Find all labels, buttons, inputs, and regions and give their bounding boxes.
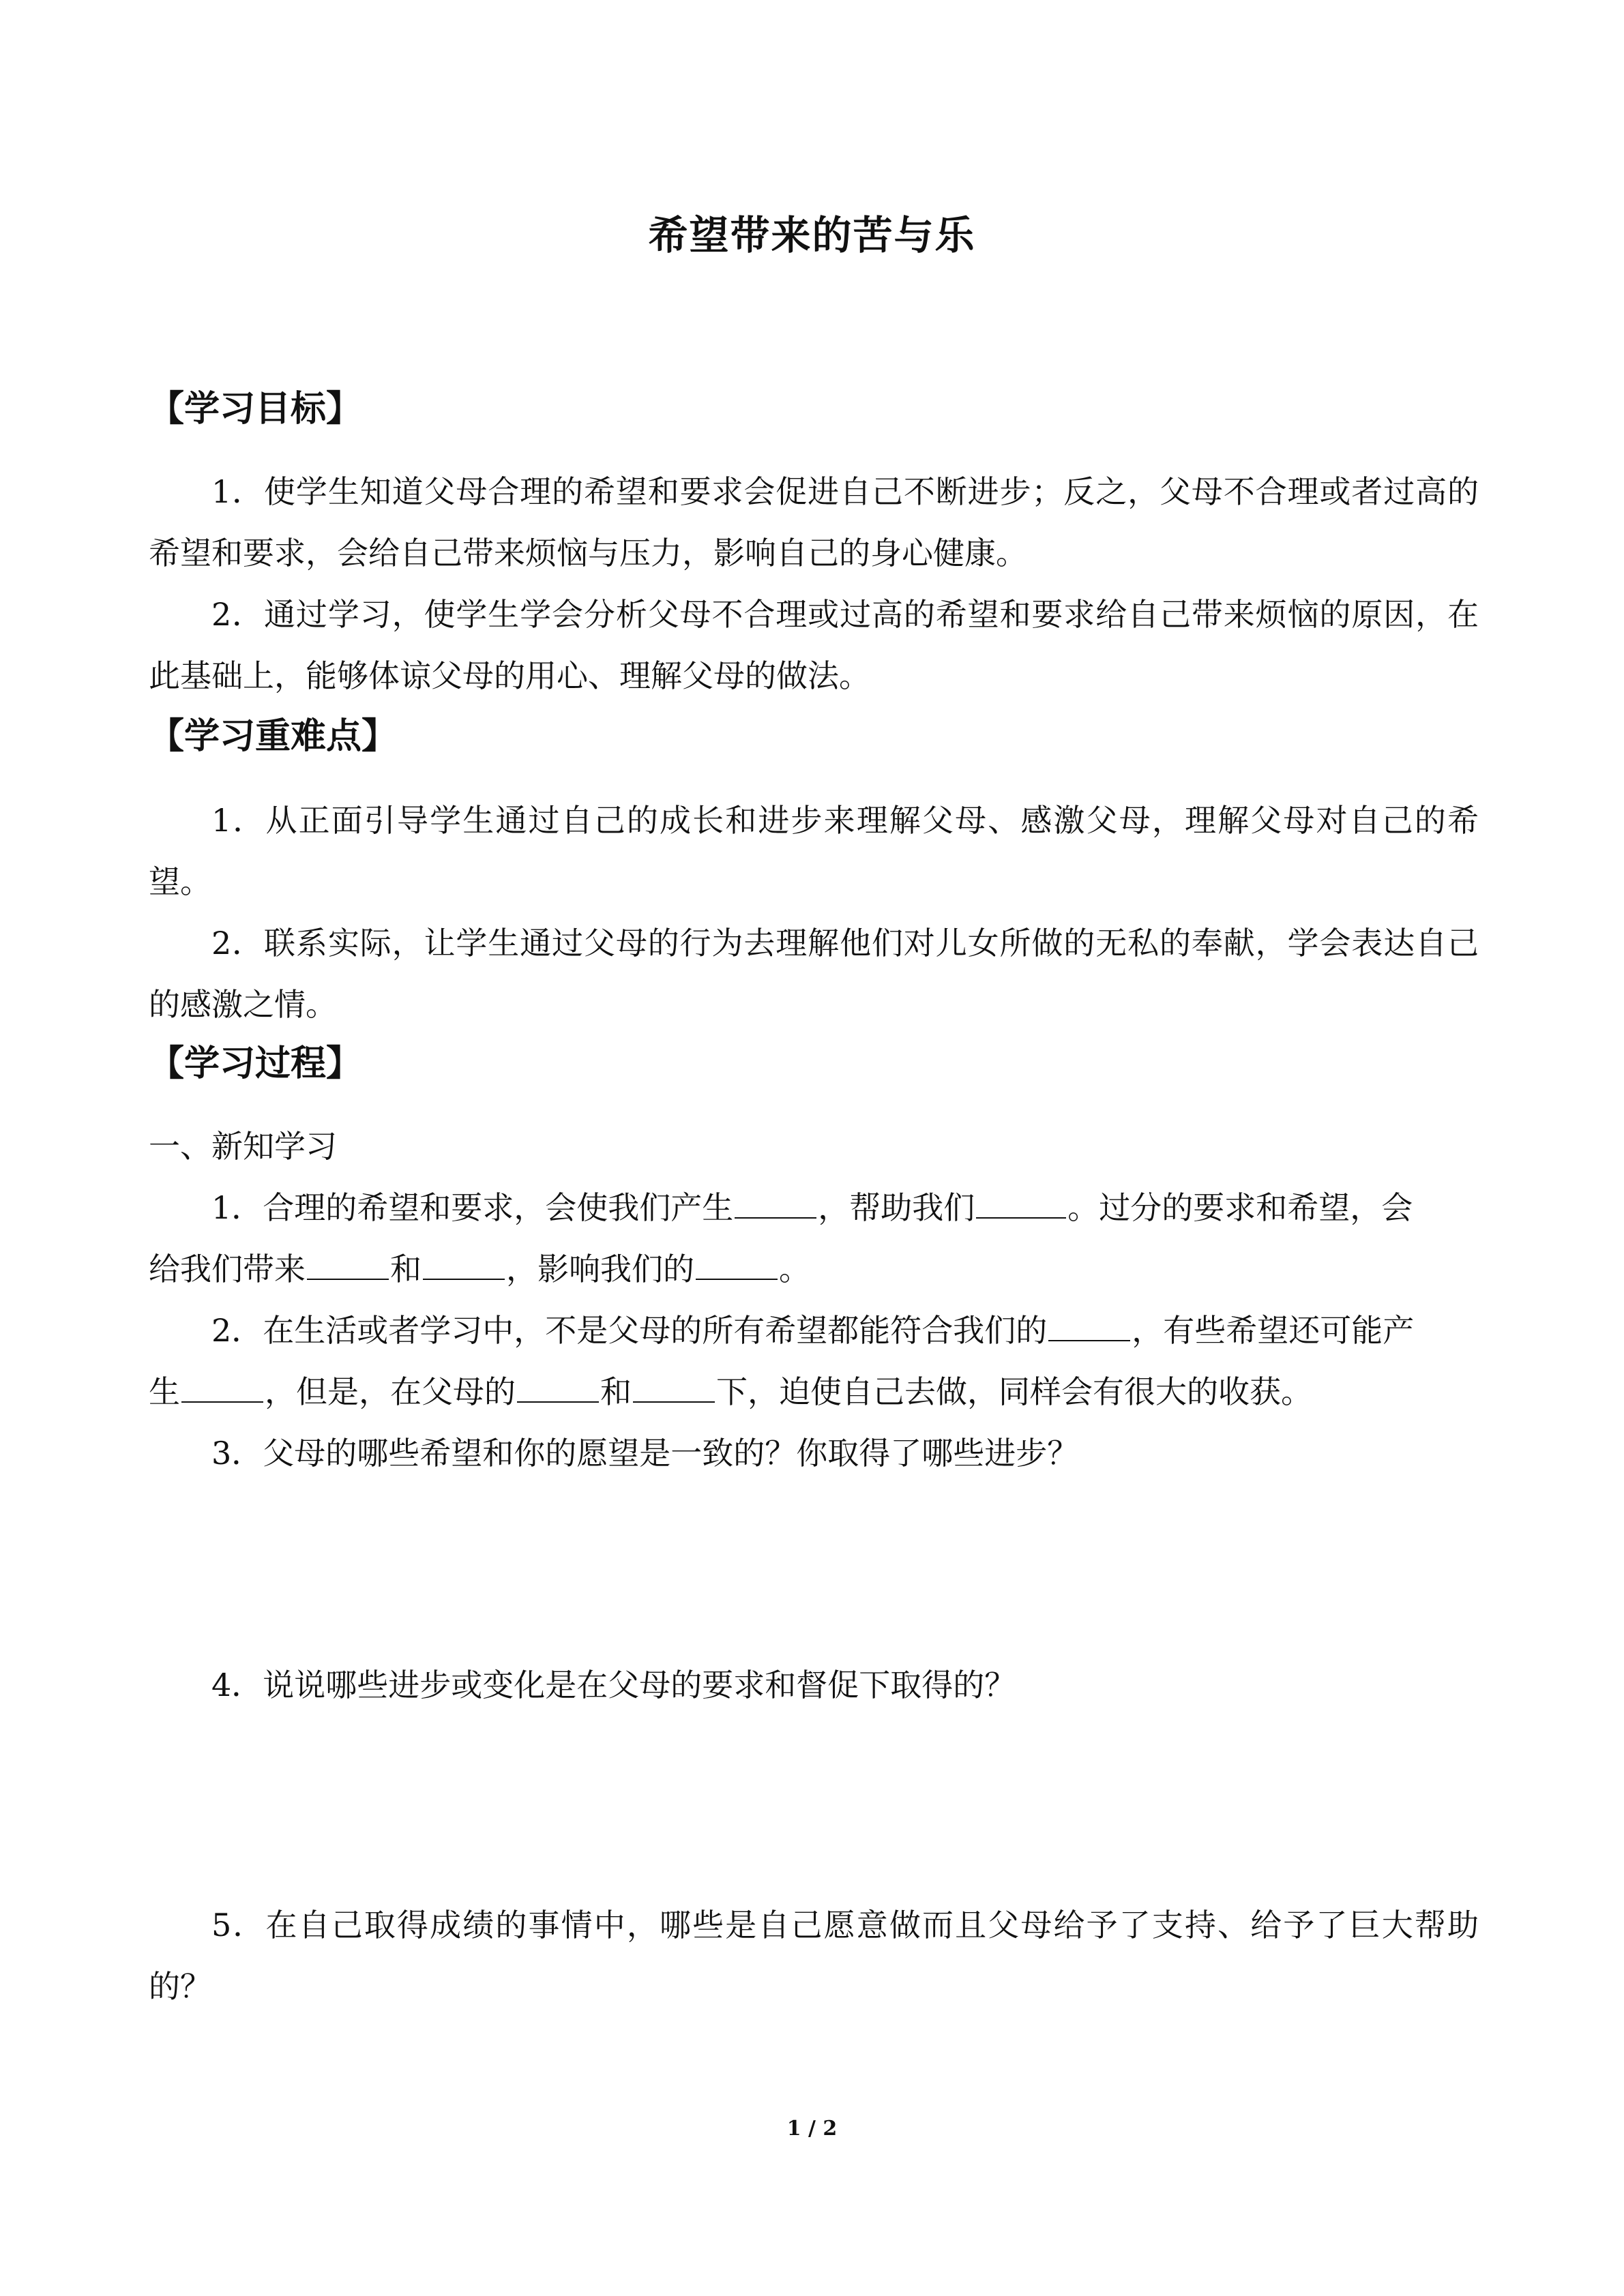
subheading-new-knowledge: 一、新知学习 <box>149 1128 337 1165</box>
question-5: 5．在自己取得成绩的事情中，哪些是自己愿意做而且父母给予了支持、给予了巨大帮助的？ <box>149 1907 1479 2005</box>
fill-blank[interactable] <box>696 1247 778 1280</box>
fill-blank[interactable] <box>307 1247 389 1280</box>
goal-item-1: 1．使学生知道父母合理的希望和要求会促进自己不断进步；反之，父母不合理或者过高的希望和要求，会给自己带来烦恼与压力，影响自己的身心健康。 <box>149 473 1479 571</box>
fill-blank[interactable] <box>181 1370 263 1403</box>
fill-blank[interactable] <box>976 1186 1066 1219</box>
question-2-line-2: 生 ，但是，在父母的 和 下，迫使自己去做，同样会有很大的收获。 <box>149 1368 1312 1416</box>
page-number: 1 / 2 <box>786 2117 838 2141</box>
question-1-line-2: 给我们带来 和 ，影响我们的 。 <box>149 1245 810 1293</box>
section-heading-process: 【学习过程】 <box>149 1043 362 1084</box>
section-heading-goals: 【学习目标】 <box>149 388 362 430</box>
key-point-item-1: 1．从正面引导学生通过自己的成长和进步来理解父母、感激父母，理解父母对自己的希望。 <box>149 802 1479 900</box>
fill-blank[interactable] <box>735 1186 816 1219</box>
fill-blank[interactable] <box>1048 1309 1130 1341</box>
question-3: 3．父母的哪些希望和你的愿望是一致的？你取得了哪些进步？ <box>211 1435 1079 1472</box>
key-point-item-2: 2．联系实际，让学生通过父母的行为去理解他们对儿女所做的无私的奉献，学会表达自己的感激之情。 <box>149 925 1479 1023</box>
fill-blank[interactable] <box>633 1370 715 1403</box>
fill-blank[interactable] <box>517 1370 599 1403</box>
section-heading-key-points: 【学习重难点】 <box>149 715 398 757</box>
question-2-line-1: 2．在生活或者学习中，不是父母的所有希望都能符合我们的 ，有些希望还可能产 <box>211 1307 1414 1354</box>
question-4: 4．说说哪些进步或变化是在父母的要求和督促下取得的？ <box>211 1667 1016 1703</box>
question-1-line-1: 1．合理的希望和要求，会使我们产生 ，帮助我们 。过分的要求和希望，会 <box>211 1184 1413 1232</box>
page-title: 希望带来的苦与乐 <box>648 212 976 258</box>
goal-item-2: 2．通过学习，使学生学会分析父母不合理或过高的希望和要求给自己带来烦恼的原因，在此基础上，能够体谅父母的用心、理解父母的做法。 <box>149 596 1479 694</box>
fill-blank[interactable] <box>423 1247 505 1280</box>
